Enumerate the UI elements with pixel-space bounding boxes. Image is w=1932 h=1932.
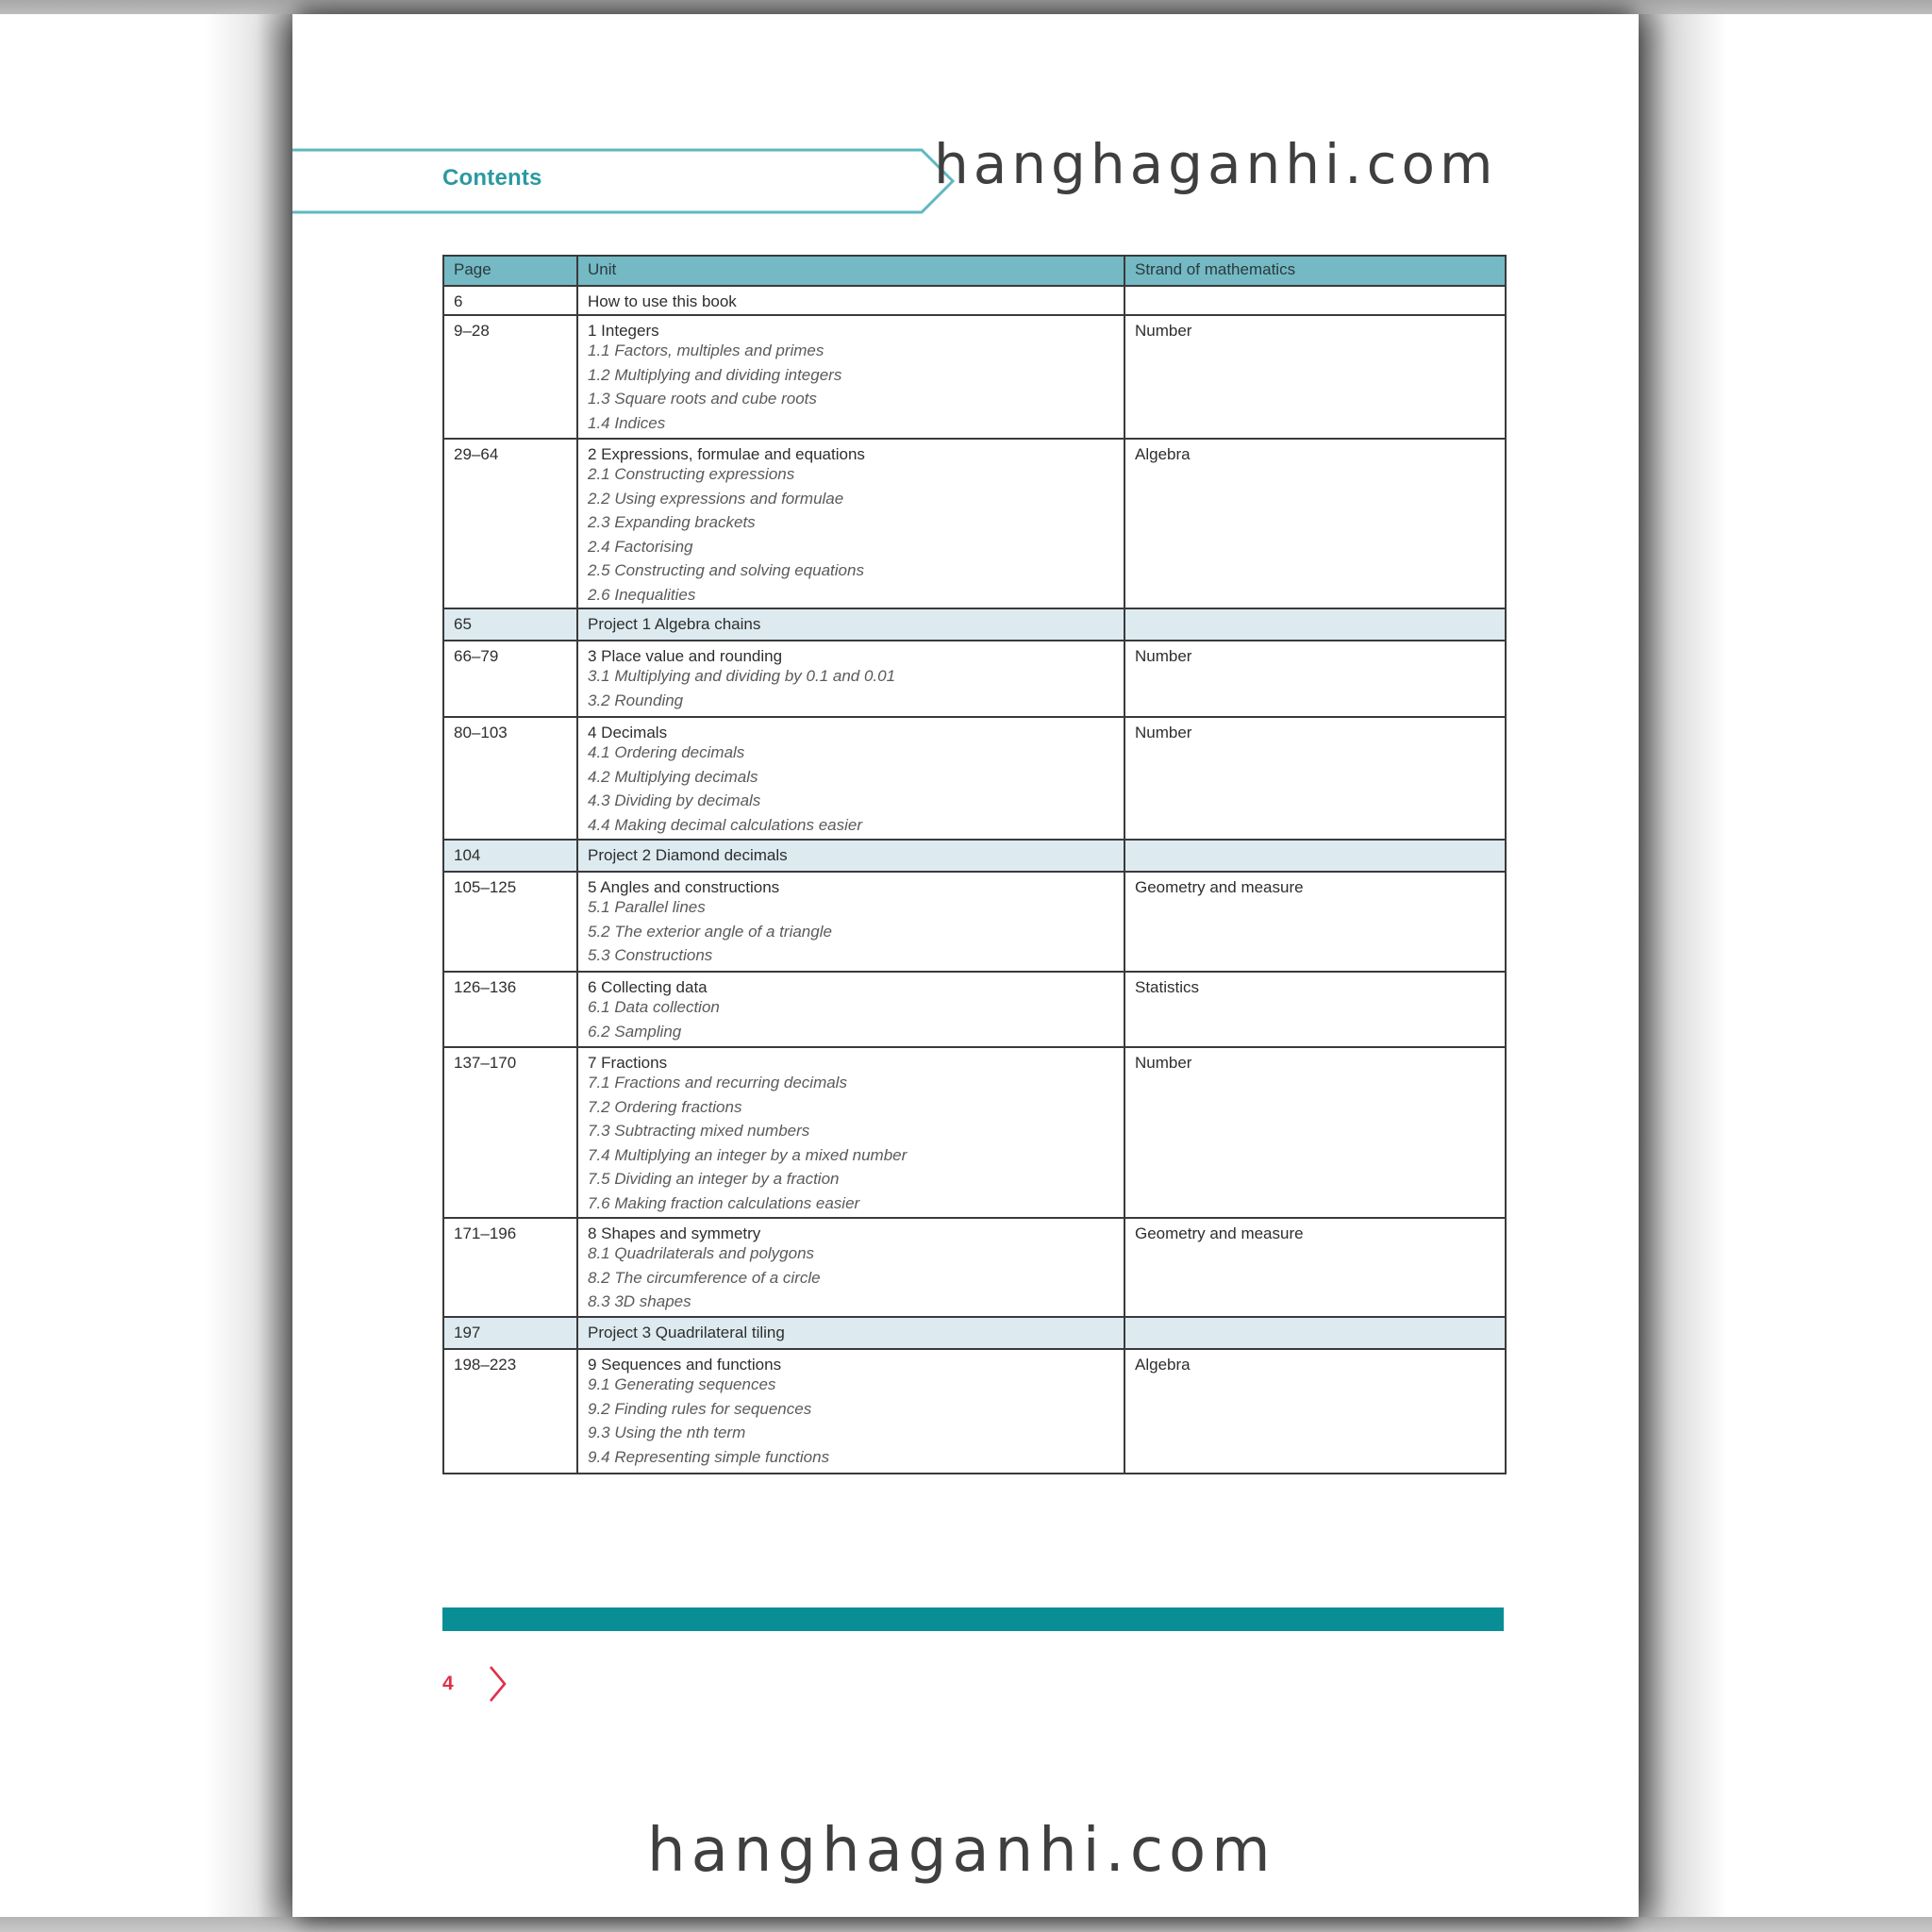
column-header-strand: Strand of mathematics xyxy=(1124,256,1506,286)
subsection-item: 2.1 Constructing expressions xyxy=(588,465,795,483)
contents-table xyxy=(442,255,1507,1474)
watermark-bottom: hanghaganhi.com xyxy=(647,1816,1276,1886)
subsection-item: 4.2 Multiplying decimals xyxy=(588,767,758,786)
subsection-item: 3.2 Rounding xyxy=(588,691,684,709)
column-header-unit: Unit xyxy=(577,256,1124,286)
table-row xyxy=(443,1218,1506,1317)
subsection-item: 2.5 Constructing and solving equations xyxy=(588,561,864,580)
strand-cell: Geometry and measure xyxy=(1124,1218,1506,1317)
subsection-item: 4.1 Ordering decimals xyxy=(588,743,745,761)
subsection-item: 7.2 Ordering fractions xyxy=(588,1097,742,1116)
unit-title: 2 Expressions, formulae and equations xyxy=(588,445,865,463)
page-range-cell: 197 xyxy=(443,1317,577,1349)
table-row xyxy=(443,1047,1506,1218)
strand-cell: Algebra xyxy=(1124,1349,1506,1474)
strand-cell xyxy=(1124,286,1506,315)
table-row xyxy=(443,286,1506,315)
subsection-item: 4.4 Making decimal calculations easier xyxy=(588,815,863,834)
subsection-item: 9.2 Finding rules for sequences xyxy=(588,1399,812,1418)
watermark-top: hanghaganhi.com xyxy=(934,132,1498,196)
subsection-item: 7.3 Subtracting mixed numbers xyxy=(588,1122,810,1141)
subsection-item: 6.2 Sampling xyxy=(588,1022,682,1041)
strand-cell: Statistics xyxy=(1124,972,1506,1047)
unit-cell xyxy=(577,872,1124,972)
subsection-item: 1.2 Multiplying and dividing integers xyxy=(588,365,842,384)
page-number: 4 xyxy=(442,1673,454,1694)
background-right xyxy=(1639,0,1932,1932)
unit-title: 8 Shapes and symmetry xyxy=(588,1224,761,1242)
subsection-item: 5.1 Parallel lines xyxy=(588,898,706,916)
strand-cell xyxy=(1124,840,1506,872)
strand-cell: Number xyxy=(1124,1047,1506,1218)
subsection-item: 8.3 3D shapes xyxy=(588,1292,691,1311)
table-header-row xyxy=(443,256,1506,286)
project-title: Project 2 Diamond decimals xyxy=(588,846,788,864)
page-range-cell: 104 xyxy=(443,840,577,872)
table-row xyxy=(443,872,1506,972)
project-title: Project 1 Algebra chains xyxy=(588,615,761,633)
page-range-cell: 6 xyxy=(443,286,577,315)
column-header-page: Page xyxy=(443,256,577,286)
subsection-item: 7.4 Multiplying an integer by a mixed number xyxy=(588,1145,908,1164)
section-title: Contents xyxy=(442,165,542,191)
footer-bar xyxy=(442,1607,1504,1631)
unit-title: 4 Decimals xyxy=(588,724,668,741)
subsection-item: 1.4 Indices xyxy=(588,413,666,432)
table-row xyxy=(443,972,1506,1047)
strand-cell: Algebra xyxy=(1124,439,1506,608)
page-range-cell: 65 xyxy=(443,608,577,641)
background-bottom xyxy=(0,1917,1932,1932)
contents-banner xyxy=(292,146,972,222)
subsection-item: 4.3 Dividing by decimals xyxy=(588,791,761,810)
unit-cell xyxy=(577,1047,1124,1218)
project-row xyxy=(443,608,1506,641)
subsection-item: 3.1 Multiplying and dividing by 0.1 and 0.01 xyxy=(588,667,896,685)
subsection-item: 9.3 Using the nth term xyxy=(588,1424,746,1442)
subsection-item: 1.1 Factors, multiples and primes xyxy=(588,341,824,359)
page-range-cell: 126–136 xyxy=(443,972,577,1047)
subsection-item: 2.2 Using expressions and formulae xyxy=(588,489,844,508)
unit-title: How to use this book xyxy=(588,292,737,310)
table-row xyxy=(443,1349,1506,1474)
unit-title: 6 Collecting data xyxy=(588,978,708,996)
subsection-item: 7.6 Making fraction calculations easier xyxy=(588,1193,860,1212)
unit-title: 3 Place value and rounding xyxy=(588,647,783,665)
subsection-item: 1.3 Square roots and cube roots xyxy=(588,390,817,408)
table-row xyxy=(443,439,1506,608)
chevron-right-icon[interactable] xyxy=(487,1664,509,1704)
subsection-item: 2.6 Inequalities xyxy=(588,585,696,604)
project-title: Project 3 Quadrilateral tiling xyxy=(588,1324,785,1341)
unit-cell xyxy=(577,315,1124,439)
page-range-cell: 171–196 xyxy=(443,1218,577,1317)
subsection-item: 9.1 Generating sequences xyxy=(588,1375,776,1393)
subsection-item: 2.3 Expanding brackets xyxy=(588,513,756,532)
unit-cell xyxy=(577,439,1124,608)
background-top xyxy=(0,0,1932,14)
unit-cell xyxy=(577,641,1124,717)
project-row xyxy=(443,1317,1506,1349)
unit-cell xyxy=(577,972,1124,1047)
page-range-cell: 198–223 xyxy=(443,1349,577,1474)
unit-title: 9 Sequences and functions xyxy=(588,1356,782,1374)
unit-cell xyxy=(577,840,1124,872)
subsection-item: 2.4 Factorising xyxy=(588,537,693,556)
unit-cell xyxy=(577,1349,1124,1474)
unit-title: 5 Angles and constructions xyxy=(588,878,780,896)
subsection-item: 5.3 Constructions xyxy=(588,946,713,965)
unit-title: 7 Fractions xyxy=(588,1054,668,1072)
strand-cell: Number xyxy=(1124,717,1506,840)
unit-title: 1 Integers xyxy=(588,322,659,340)
table-row xyxy=(443,641,1506,717)
unit-cell xyxy=(577,1218,1124,1317)
subsection-item: 8.2 The circumference of a circle xyxy=(588,1268,821,1287)
strand-cell: Number xyxy=(1124,315,1506,439)
subsection-item: 8.1 Quadrilaterals and polygons xyxy=(588,1244,815,1262)
subsection-item: 7.5 Dividing an integer by a fraction xyxy=(588,1170,840,1189)
page-range-cell: 9–28 xyxy=(443,315,577,439)
table-row xyxy=(443,315,1506,439)
unit-cell xyxy=(577,717,1124,840)
strand-cell: Geometry and measure xyxy=(1124,872,1506,972)
subsection-item: 9.4 Representing simple functions xyxy=(588,1447,830,1466)
page-range-cell: 105–125 xyxy=(443,872,577,972)
unit-cell xyxy=(577,286,1124,315)
subsection-item: 6.1 Data collection xyxy=(588,998,720,1016)
unit-cell xyxy=(577,608,1124,641)
table-row xyxy=(443,717,1506,840)
subsection-item: 5.2 The exterior angle of a triangle xyxy=(588,922,832,941)
page-range-cell: 66–79 xyxy=(443,641,577,717)
strand-cell xyxy=(1124,608,1506,641)
page-range-cell: 80–103 xyxy=(443,717,577,840)
page-range-cell: 29–64 xyxy=(443,439,577,608)
unit-cell xyxy=(577,1317,1124,1349)
project-row xyxy=(443,840,1506,872)
background-left xyxy=(0,0,292,1932)
subsection-item: 7.1 Fractions and recurring decimals xyxy=(588,1074,847,1091)
page-range-cell: 137–170 xyxy=(443,1047,577,1218)
strand-cell xyxy=(1124,1317,1506,1349)
table-body xyxy=(443,286,1506,1474)
strand-cell: Number xyxy=(1124,641,1506,717)
